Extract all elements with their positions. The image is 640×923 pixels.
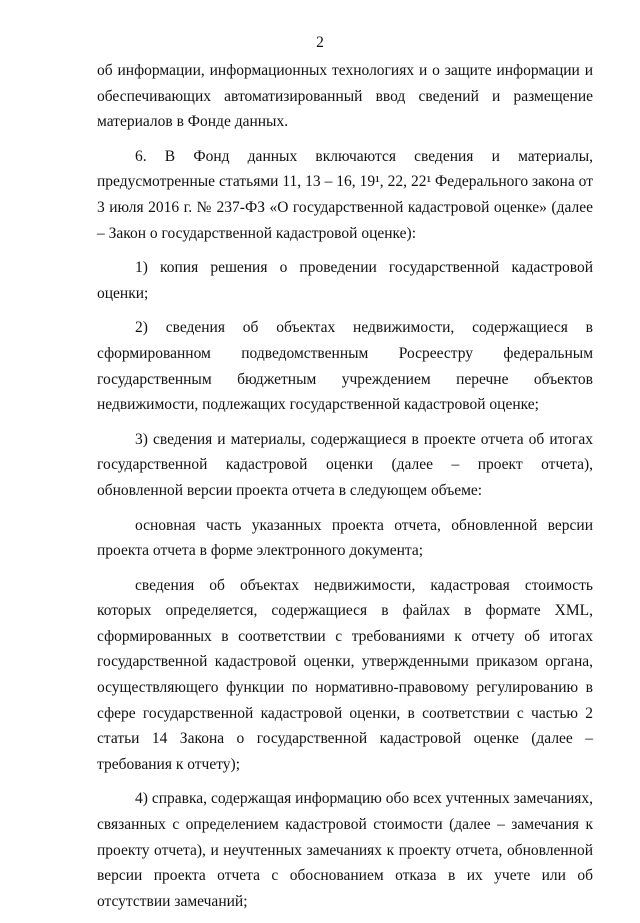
paragraph: 6. В Фонд данных включаются сведения и материалы, предусмотренные статьями 11, 13 – 16, 19¹, 22, 22¹ Федерального закона от 3 июля 2016 г. № 237-ФЗ «О государственной кадастровой оценке» (далее – Закон о государственной кадастровой оценке): [97,147,593,242]
document-body [97,58,593,923]
paragraph: об информации, информационных технологиях и о защите информации и обеспечивающих автоматизированный ввод сведений и размещение материалов в Фонде данных. [97,62,593,131]
paragraph: 3) сведения и материалы, содержащиеся в проекте отчета об итогах государственной кадастровой оценки (далее – проект отчета), обновленной версии проекта отчета в следующем объеме: [97,430,593,499]
paragraph: 2) сведения об объектах недвижимости, содержащиеся в сформированном подведомственным Росреестру федеральным государственным бюджетным учреждением перечне объектов недвижимости, подлежащих государственной кадастровой оценке; [97,319,593,414]
page-number: 2 [316,34,324,51]
paragraph: сведения об объектах недвижимости, кадастровая стоимость которых определяется, содержащиеся в файлах в формате XML, сформированных в соответствии с требованиями к отчету об итогах государственной кадастровой оценки, утвержденными приказом органа, осуществляющего функции по нормативно-правовому регулированию в сфере государственной кадастровой оценки, в соответствии с частью 2 статьи 14 Закона о государственной кадастровой оценке (далее – требования к отчету); [97,576,593,773]
paragraph: 4) справка, содержащая информацию обо всех учтенных замечаниях, связанных с определением кадастровой стоимости (далее – замечания к проекту отчета), и неучтенных замечаниях к проекту отчета, обновленной версии проекта отчета с обоснованием отказа в их учете или об отсутствии замечаний; [97,790,593,910]
paragraph: основная часть указанных проекта отчета, обновленной версии проекта отчета в форме электронного документа; [97,516,593,560]
paragraph: 1) копия решения о проведении государственной кадастровой оценки; [97,259,593,302]
